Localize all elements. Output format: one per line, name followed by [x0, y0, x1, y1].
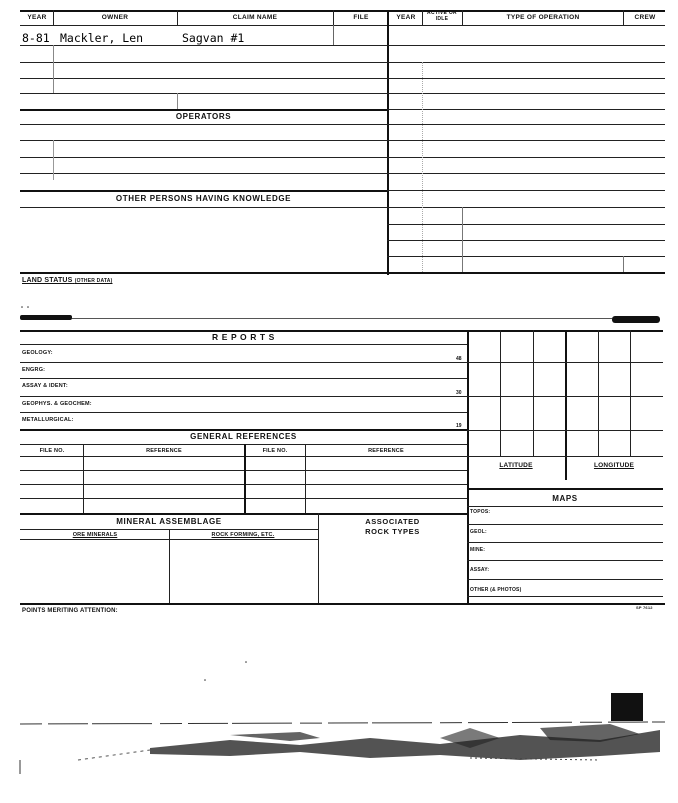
gr-header-file-1: FILE NO. [39, 448, 65, 454]
rock-forming-label: ROCK FORMING, ETC. [211, 532, 275, 538]
header-year-2: YEAR [396, 14, 416, 21]
land-status-sub: (OTHER DATA) [74, 278, 113, 284]
report-metallurgical-num: 19 [456, 423, 462, 429]
report-geophys: GEOPHYS. & GEOCHEM: [22, 401, 92, 407]
maps-other: OTHER (& PHOTOS) [470, 587, 522, 593]
entry-year: 8-81 [22, 31, 50, 45]
points-meriting-attention: POINTS MERITING ATTENTION: [22, 608, 118, 614]
gr-header-file-2: FILE NO. [262, 448, 288, 454]
associated-rock-types-line2: ROCK TYPES [365, 527, 420, 536]
header-active-idle-text: ACTIVE OR IDLE [427, 10, 457, 22]
maps-geol: GEOL: [470, 529, 487, 535]
general-references-title: GENERAL REFERENCES [190, 432, 297, 441]
land-status-text: LAND STATUS [22, 277, 73, 284]
header-claim-name: CLAIM NAME [232, 14, 278, 21]
entry-owner: Mackler, Len [60, 31, 144, 45]
header-type-of-operation: TYPE OF OPERATION [506, 14, 580, 21]
gr-header-ref-1: REFERENCE [146, 448, 182, 454]
form-code: SP 7612 [636, 605, 653, 610]
report-geology: GEOLOGY: [22, 350, 53, 356]
report-metallurgical: METALLURGICAL: [22, 417, 74, 423]
report-geology-num: 48 [456, 356, 462, 362]
maps-topos: TOPOS: [470, 509, 491, 515]
entry-claim-name: Sagvan #1 [182, 31, 245, 45]
mineral-assemblage-title: MINERAL ASSEMBLAGE [116, 517, 222, 526]
report-engrg: ENGRG: [22, 367, 46, 373]
longitude-label: LONGITUDE [593, 462, 635, 469]
associated-rock-types-line1: ASSOCIATED [365, 517, 420, 526]
header-crew: CREW [634, 14, 656, 21]
report-assay-num: 30 [456, 390, 462, 396]
latitude-label: LATITUDE [499, 462, 533, 469]
reports-title: R E P O R T S [212, 332, 275, 342]
report-assay: ASSAY & IDENT: [22, 383, 68, 389]
header-owner: OWNER [101, 14, 129, 21]
operators-title: OPERATORS [175, 112, 232, 121]
maps-mine: MINE: [470, 547, 486, 553]
header-file: FILE [353, 14, 369, 21]
other-persons-title: OTHER PERSONS HAVING KNOWLEDGE [115, 194, 292, 203]
maps-assay: ASSAY: [470, 567, 490, 573]
ore-minerals-label: ORE MINERALS [72, 532, 118, 538]
header-year: YEAR [27, 14, 47, 21]
gr-header-ref-2: REFERENCE [368, 448, 404, 454]
maps-title: MAPS [552, 494, 578, 503]
